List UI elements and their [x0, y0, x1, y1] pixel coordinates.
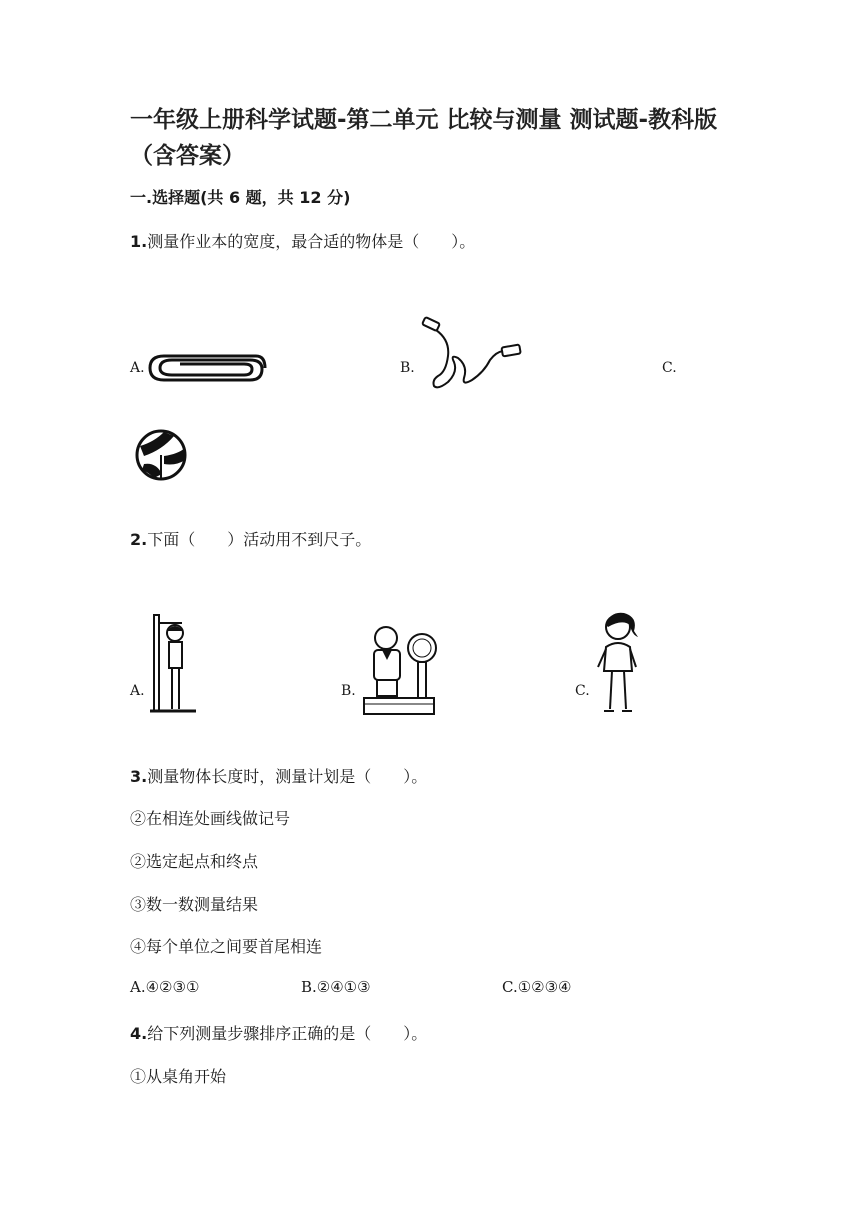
q3-step-4: ④每个单位之间要首尾相连	[130, 937, 323, 956]
q3-option-b[interactable]: B.②④①③	[301, 978, 371, 996]
q1-option-a-label[interactable]: A.	[130, 360, 145, 376]
q3-step-1: ②在相连处画线做记号	[130, 809, 291, 828]
jump-rope-icon	[418, 316, 528, 390]
section-heading: 一.选择题(共 6 题，共 12 分)	[130, 188, 351, 207]
q1-option-b-label[interactable]: B.	[400, 360, 415, 376]
q1-option-c-label[interactable]: C.	[662, 360, 677, 376]
q2-option-b-label[interactable]: B.	[341, 683, 356, 699]
question-text: 测量作业本的宽度，最合适的物体是（ ）。	[147, 232, 476, 251]
question-number: 3.	[130, 767, 148, 786]
girl-icon	[594, 609, 644, 715]
q3-step-2: ②选定起点和终点	[130, 852, 259, 871]
question-2	[130, 527, 371, 550]
q3-option-a[interactable]: A.④②③①	[130, 978, 200, 996]
question-3	[130, 764, 427, 787]
question-text: 给下列测量步骤排序正确的是（ ）。	[147, 1024, 428, 1043]
question-number: 2.	[130, 530, 148, 549]
question-number: 4.	[130, 1024, 148, 1043]
q4-step-1: ①从桌角开始	[130, 1067, 227, 1086]
question-4	[130, 1021, 427, 1044]
q2-option-a-label[interactable]: A.	[130, 683, 145, 699]
q2-option-c-label[interactable]: C.	[575, 683, 590, 699]
question-text: 测量物体长度时，测量计划是（ ）。	[147, 767, 428, 786]
bathroom-scale-icon	[360, 620, 442, 718]
page-title: 一年级上册科学试题-第二单元 比较与测量 测试题-教科版（含答案）	[130, 107, 718, 169]
q3-option-c[interactable]: C.①②③④	[502, 978, 572, 996]
paper-clip-icon	[146, 348, 268, 388]
volleyball-icon	[134, 428, 188, 482]
height-measure-icon	[150, 609, 198, 715]
question-1	[130, 229, 475, 252]
q3-step-3: ③数一数测量结果	[130, 895, 259, 914]
question-text: 下面（ ）活动用不到尺子。	[147, 530, 372, 549]
question-number: 1.	[130, 232, 148, 251]
